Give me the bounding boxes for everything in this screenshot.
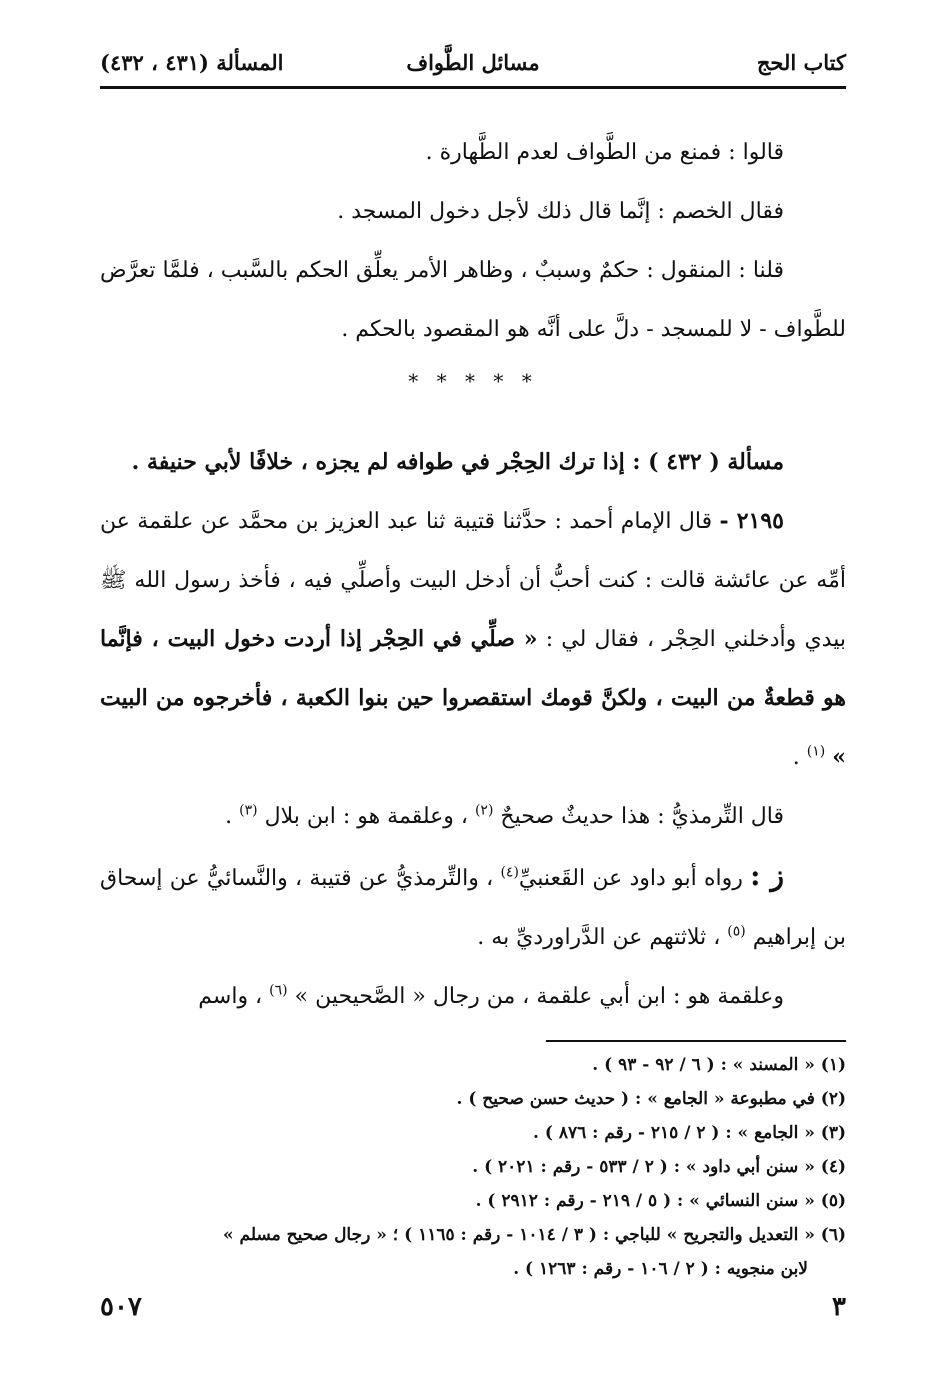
hadith-number: ٢١٩٥ -: [719, 508, 784, 534]
main-text: [100, 123, 846, 1026]
section-divider: * * * * *: [408, 369, 538, 393]
paragraph-1: قالوا : فمنع من الطَّواف لعدم الطَّهارة .: [425, 140, 784, 165]
footnote-6-continued: لابن منجويه : ( ٢ / ١٠٦ - رقم : ١٢٦٣ ) .: [513, 1259, 808, 1279]
footnote-6: (٦) « التعديل والتجريح » للباجي : ( ٣ / ١٠١٤ - رقم : ١١٦٥ ) ؛ « رجال صحيح مسلم »: [222, 1225, 846, 1245]
zawaid-paragraph: [100, 846, 846, 967]
footnote-ref-5[interactable]: (٥): [727, 923, 746, 940]
header-issue-number: المسألة (٤٣١ ، ٤٣٢): [100, 50, 284, 75]
tirmidhi-end: .: [225, 804, 240, 829]
spacer: [100, 405, 846, 433]
footnote-4: (٤) « سنن أبي داود » : ( ٢ / ٥٣٣ - رقم : ٢٠٢١ ) .: [472, 1157, 846, 1177]
page-number: ٥٠٧: [100, 1292, 142, 1322]
page-footer: [100, 1292, 846, 1332]
footnote-2: (٢) في مطبوعة « الجامع » : ( حديث حسن صحيح ) .: [456, 1089, 846, 1109]
hadith-end: .: [792, 745, 807, 770]
tirmidhi-paragraph: [100, 787, 846, 846]
zawaid-text-3: ، ثلاثتهم عن الدَّراورديِّ به .: [477, 925, 728, 950]
footnote-ref-3[interactable]: (٣): [239, 802, 258, 819]
footnote-5: (٥) « سنن النسائي » : ( ٥ / ٢١٩ - رقم : ٢٩١٢ ) .: [475, 1191, 846, 1211]
tirmidhi-text-1: قال التِّرمذيُّ : هذا حديثٌ صحيحٌ: [493, 804, 784, 829]
tirmidhi-text-2: ، وعلقمة هو : ابن بلال: [257, 804, 475, 829]
header-section-title: مسائل الطَّواف: [406, 50, 540, 75]
footnote-rule: [546, 1040, 846, 1042]
running-header: [100, 40, 846, 80]
paragraph-2: فقال الخصم : إنَّما قال ذلك لأجل دخول المسجد .: [337, 199, 784, 224]
zawaid-text-2: ، والتِّرمذيُّ عن قتيبة ، والنَّسائيُّ عن إسحاق بن إبراهيم: [100, 866, 846, 950]
footnote-ref-1[interactable]: (١): [806, 743, 826, 760]
alqamah-paragraph: [100, 967, 846, 1026]
issue-title: مسألة ( ٤٣٢ ) : إذا ترك الحِجْر في طوافه لم يجزه ، خلافًا لأبي حنيفة .: [131, 449, 784, 475]
alqamah-text-2: ، واسم: [198, 984, 270, 1009]
page: [100, 40, 846, 1286]
paragraph-3: قلنا : المنقول : حكمٌ وسببٌ ، وظاهر الأمر يعلِّق الحكم بالسَّبب ، فلمَّا تعرَّض للطَّواف - لا للمسجد - دلَّ على أنَّه هو المقصود بالحكم .: [100, 258, 846, 342]
alqamah-text-1: وعلقمة هو : ابن أبي علقمة ، من رجال « الصَّحيحين »: [287, 984, 784, 1009]
zawaid-text-1: رواه أبو داود عن القَعنبيِّ: [518, 866, 751, 891]
hadith-chain: قال الإمام أحمد : حدَّثنا قتيبة ثنا عبد العزيز بن محمَّد عن علقمة عن أمِّه عن عائشة قالت : كنت أحبُّ أن أدخل البيت وأصلِّي فيه ، فأخذ رسول الله ﷺ بيدي وأدخلني الحِجْر ، فقال لي :: [100, 509, 846, 652]
footnotes: [100, 1048, 846, 1286]
zay-mark: ز :: [750, 859, 784, 892]
hadith-quote: « صلِّي في الحِجْر إذا أردت دخول البيت ، فإنَّما هو قطعةٌ من البيت ، ولكنَّ قومك استقصروا حين بنوا الكعبة ، فأخرجوه من البيت »: [100, 626, 846, 770]
footnote-ref-2[interactable]: (٢): [474, 802, 494, 819]
volume-number: ٣: [832, 1292, 846, 1322]
footnote-ref-4[interactable]: (٤): [500, 864, 519, 881]
footnote-1: (١) « المسند » : ( ٦ / ٩٢ - ٩٣ ) .: [592, 1055, 846, 1075]
header-rule: [100, 86, 846, 89]
hadith-paragraph: [100, 492, 846, 787]
footnote-ref-6[interactable]: (٦): [269, 982, 288, 999]
header-book-title: كتاب الحج: [756, 50, 846, 75]
footnote-3: (٣) « الجامع » : ( ٢ / ٢١٥ - رقم : ٨٧٦ ) .: [533, 1123, 846, 1143]
